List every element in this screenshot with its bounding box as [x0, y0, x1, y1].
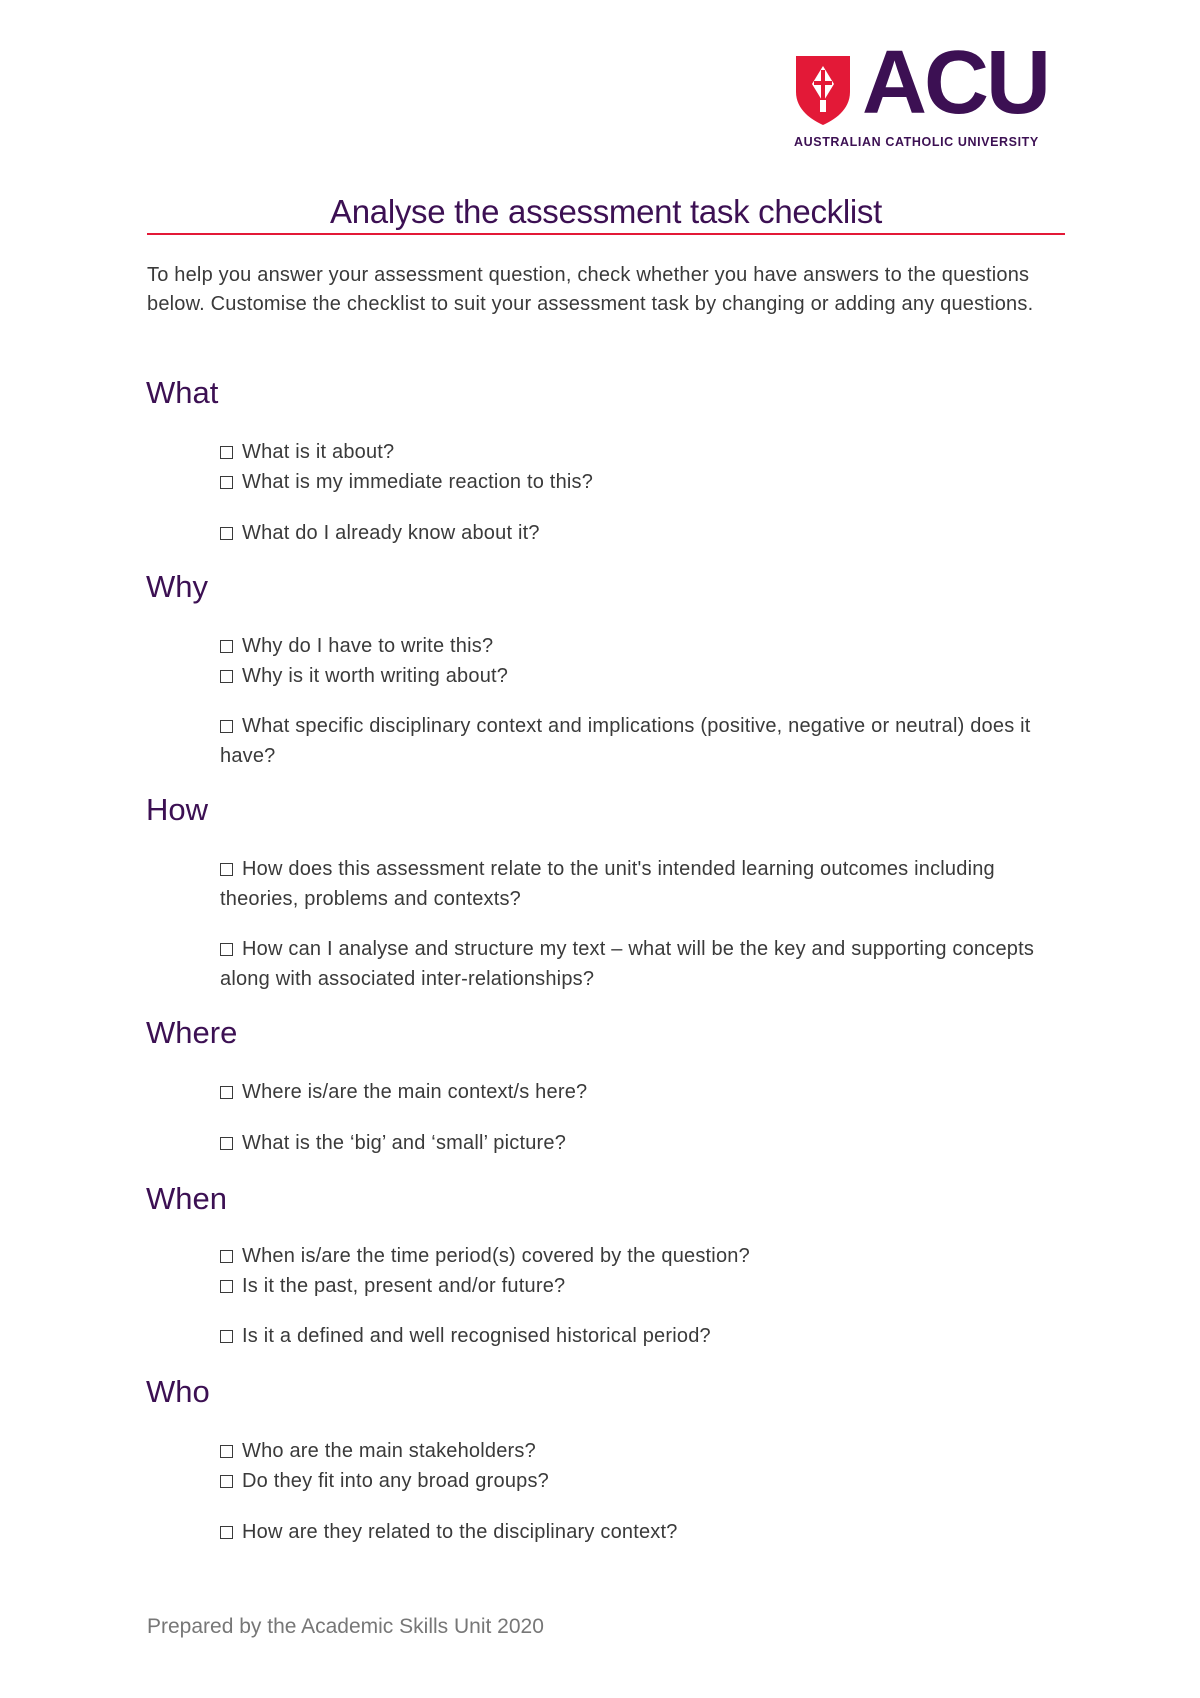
checkbox-icon[interactable] — [220, 1250, 233, 1263]
checklist-item: When is/are the time period(s) covered by the question? — [220, 1241, 1060, 1271]
checklist-item: What is the ‘big’ and ‘small’ picture? — [220, 1128, 1060, 1158]
checklist-item: What do I already know about it? — [220, 518, 1060, 548]
checkbox-icon[interactable] — [220, 527, 233, 540]
checklist-item: Why is it worth writing about? — [220, 661, 1060, 691]
section-heading-how: How — [146, 792, 209, 827]
checklist-item: How are they related to the disciplinary context? — [220, 1517, 1060, 1547]
checkbox-icon[interactable] — [220, 446, 233, 459]
checkbox-icon[interactable] — [220, 1137, 233, 1150]
page-title: Analyse the assessment task checklist — [330, 193, 882, 230]
checklist-item: What is my immediate reaction to this? — [220, 467, 1060, 497]
checklist-item: Do they fit into any broad groups? — [220, 1466, 1060, 1496]
checklist-item: What specific disciplinary context and implications (positive, negative or neutral) does it have? — [220, 715, 1031, 767]
shield-cross-icon — [794, 54, 852, 126]
footer-credit: Prepared by the Academic Skills Unit 2020 — [147, 1615, 544, 1638]
checklist-item: Where is/are the main context/s here? — [220, 1077, 1060, 1107]
acu-logo — [794, 33, 1064, 149]
section-heading-why: Why — [146, 569, 208, 604]
checkbox-icon[interactable] — [220, 640, 233, 653]
checklist-item: How can I analyse and structure my text – what will be the key and supporting concepts along with associated inter-relationships? — [220, 938, 1035, 990]
checkbox-icon[interactable] — [220, 1330, 233, 1343]
checklist-item: Is it a defined and well recognised historical period? — [220, 1321, 1060, 1351]
checkbox-icon[interactable] — [220, 1526, 233, 1539]
title-divider — [147, 233, 1065, 235]
logo-tagline: AUSTRALIAN CATHOLIC UNIVERSITY — [794, 136, 1039, 149]
checkbox-icon[interactable] — [220, 1475, 233, 1488]
section-heading-who: Who — [146, 1374, 210, 1409]
checklist-item: Who are the main stakeholders? — [220, 1436, 1060, 1466]
section-heading-where: Where — [146, 1015, 238, 1050]
checklist-item: Why do I have to write this? — [220, 631, 1060, 661]
logo-wordmark: ACU — [862, 33, 1048, 133]
checklist-item: Is it the past, present and/or future? — [220, 1271, 1060, 1301]
checkbox-icon[interactable] — [220, 720, 233, 733]
checkbox-icon[interactable] — [220, 1086, 233, 1099]
section-heading-what: What — [146, 375, 219, 410]
checkbox-icon[interactable] — [220, 863, 233, 876]
checkbox-icon[interactable] — [220, 1445, 233, 1458]
checklist-item: What is it about? — [220, 437, 1060, 467]
checkbox-icon[interactable] — [220, 670, 233, 683]
intro-paragraph: To help you answer your assessment question, check whether you have answers to the questions below. Customise the checklist to suit your assessment task by changing or adding any questions. — [147, 264, 1034, 315]
checkbox-icon[interactable] — [220, 943, 233, 956]
checkbox-icon[interactable] — [220, 1280, 233, 1293]
section-heading-when: When — [146, 1181, 227, 1216]
checkbox-icon[interactable] — [220, 476, 233, 489]
checklist-item: How does this assessment relate to the unit's intended learning outcomes including theories, problems and contexts? — [220, 858, 995, 910]
